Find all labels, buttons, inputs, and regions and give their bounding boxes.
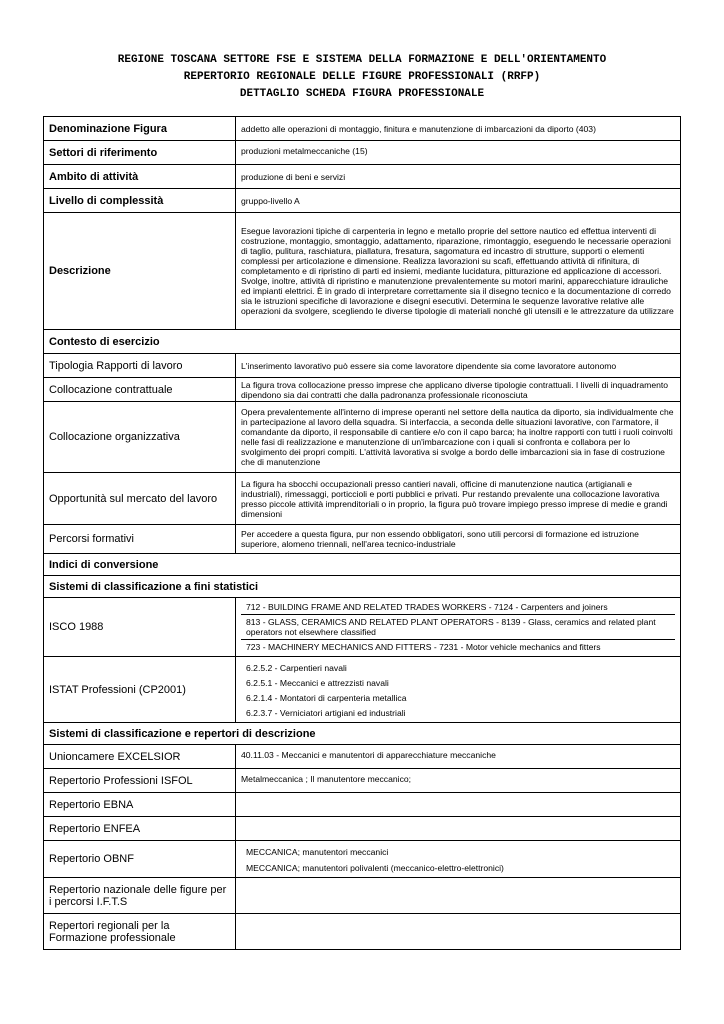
istat-item: 6.2.5.2 - Carpentieri navali bbox=[246, 663, 347, 673]
label-contrattuale: Collocazione contrattuale bbox=[44, 378, 236, 402]
document-header bbox=[0, 52, 724, 103]
value-settori: produzioni metalmeccaniche (15) bbox=[236, 141, 681, 165]
label-descrizione: Descrizione bbox=[44, 213, 236, 330]
label-tipologia: Tipologia Rapporti di lavoro bbox=[44, 354, 236, 378]
isco-item: 712 - BUILDING FRAME AND RELATED TRADES WORKERS - 7124 - Carpenters and joiners bbox=[241, 600, 675, 615]
obnf-item: MECCANICA; manutentori polivalenti (meccanico-elettro-elettronici) bbox=[246, 863, 504, 873]
istat-item: 6.2.5.1 - Meccanici e attrezzisti navali bbox=[246, 678, 389, 688]
row-regionali bbox=[44, 914, 681, 950]
section-sistemi-statistici bbox=[44, 576, 681, 598]
label-opportunita: Opportunità sul mercato del lavoro bbox=[44, 473, 236, 525]
value-ifts bbox=[236, 878, 681, 914]
label-obnf: Repertorio OBNF bbox=[44, 841, 236, 878]
row-ambito bbox=[44, 165, 681, 189]
row-percorsi bbox=[44, 525, 681, 554]
value-ebna bbox=[236, 793, 681, 817]
value-isco bbox=[236, 598, 681, 657]
obnf-item: MECCANICA; manutentori meccanici bbox=[246, 847, 389, 857]
value-istat bbox=[236, 657, 681, 723]
label-percorsi: Percorsi formativi bbox=[44, 525, 236, 554]
row-istat bbox=[44, 657, 681, 723]
value-enfea bbox=[236, 817, 681, 841]
label-regionali: Repertori regionali per la Formazione professionale bbox=[44, 914, 236, 950]
row-isco bbox=[44, 598, 681, 657]
row-isfol bbox=[44, 769, 681, 793]
section-sistemi-descrizione bbox=[44, 723, 681, 745]
value-percorsi: Per accedere a questa figura, pur non essendo obbligatori, sono utili percorsi di formazione ed istruzione superiore, alomeno triennali, nell'area tecnico-industriale bbox=[236, 525, 681, 554]
value-organizzativa: Opera prevalentemente all'interno di imprese operanti nel settore della nautica da diporto, sia individualmente che in partecipazione al lavoro della squadra. Si interfaccia, a seconda delle situazioni lavorative, con l'armatore, il comandante da diporto, il responsabile di cantiere e/o con il capo barca; ha inoltre rapporti con tutti i ruoli coinvolti nelle fasi di realizzazione e manutenzione di un'imbarcazione con i quali si confronta e collabora per lo svolgimento dei propri compiti. L'attività lavorativa si svolge a bordo delle imbarcazioni sia in fase di costruzione che di manutenzione bbox=[236, 402, 681, 473]
value-livello: gruppo-livello A bbox=[236, 189, 681, 213]
row-obnf bbox=[44, 841, 681, 878]
label-unioncamere: Unioncamere EXCELSIOR bbox=[44, 745, 236, 769]
value-regionali bbox=[236, 914, 681, 950]
header-line-3: DETTAGLIO SCHEDA FIGURA PROFESSIONALE bbox=[239, 88, 485, 100]
row-organizzativa bbox=[44, 402, 681, 473]
label-denominazione: Denominazione Figura bbox=[44, 117, 236, 141]
label-isco: ISCO 1988 bbox=[44, 598, 236, 657]
value-contrattuale: La figura trova collocazione presso imprese che applicano diverse tipologie contrattuali. I livelli di inquadramento dipendono sia dai contratti che dalla padronanza professionale riconosciuta bbox=[236, 378, 681, 402]
label-ifts: Repertorio nazionale delle figure per i percorsi I.F.T.S bbox=[44, 878, 236, 914]
isco-item: 723 - MACHINERY MECHANICS AND FITTERS - 7231 - Motor vehicle mechanics and fitters bbox=[246, 642, 601, 652]
row-settori bbox=[44, 141, 681, 165]
label-istat: ISTAT Professioni (CP2001) bbox=[44, 657, 236, 723]
row-enfea bbox=[44, 817, 681, 841]
row-unioncamere bbox=[44, 745, 681, 769]
label-livello: Livello di complessità bbox=[44, 189, 236, 213]
figure-detail-table bbox=[43, 116, 681, 950]
label-enfea: Repertorio ENFEA bbox=[44, 817, 236, 841]
value-isfol: Metalmeccanica ; Il manutentore meccanico; bbox=[236, 769, 681, 793]
row-livello bbox=[44, 189, 681, 213]
section-title-contesto: Contesto di esercizio bbox=[44, 330, 681, 354]
row-denominazione bbox=[44, 117, 681, 141]
row-ebna bbox=[44, 793, 681, 817]
row-contrattuale bbox=[44, 378, 681, 402]
istat-item: 6.2.1.4 - Montatori di carpenteria metallica bbox=[246, 693, 407, 703]
row-ifts bbox=[44, 878, 681, 914]
istat-item: 6.2.3.7 - Verniciatori artigiani ed industriali bbox=[246, 708, 406, 718]
label-organizzativa: Collocazione organizzativa bbox=[44, 402, 236, 473]
row-opportunita bbox=[44, 473, 681, 525]
row-tipologia bbox=[44, 354, 681, 378]
row-descrizione bbox=[44, 213, 681, 330]
label-isfol: Repertorio Professioni ISFOL bbox=[44, 769, 236, 793]
header-line-1: REGIONE TOSCANA SETTORE FSE E SISTEMA DELLA FORMAZIONE E DELL'ORIENTAMENTO bbox=[117, 54, 607, 66]
label-ebna: Repertorio EBNA bbox=[44, 793, 236, 817]
section-title-indici: Indici di conversione bbox=[44, 554, 681, 576]
value-obnf bbox=[236, 841, 681, 878]
section-contesto bbox=[44, 330, 681, 354]
value-denominazione: addetto alle operazioni di montaggio, finitura e manutenzione di imbarcazioni da diporto (403) bbox=[236, 117, 681, 141]
section-title-sistemi-statistici: Sistemi di classificazione a fini statistici bbox=[44, 576, 681, 598]
value-tipologia: L'inserimento lavorativo può essere sia come lavoratore dipendente sia come lavoratore autonomo bbox=[236, 354, 681, 378]
value-ambito: produzione di beni e servizi bbox=[236, 165, 681, 189]
label-settori: Settori di riferimento bbox=[44, 141, 236, 165]
isco-item: 813 - GLASS, CERAMICS AND RELATED PLANT OPERATORS - 8139 - Glass, ceramics and related plant operators not elsewhere classified bbox=[241, 615, 675, 640]
section-title-sistemi-descrizione: Sistemi di classificazione e repertori di descrizione bbox=[44, 723, 681, 745]
label-ambito: Ambito di attività bbox=[44, 165, 236, 189]
value-descrizione: Esegue lavorazioni tipiche di carpenteria in legno e metallo proprie del settore nautico ed effettua interventi di costruzione, montaggio, smontaggio, adattamento, riparazione, rimontaggio, eseguendo le necessarie operazioni di taglio, pulitura, raschiatura, piallatura, fresatura, sagomatura ed incastro di strutture, supporti o elementi complessi per articolazione e dimensione. Realizza lavorazioni su scafi, effettuando attività di rifinitura, di completamento e di ripristino di parti ed insiemi, mediante lucidatura, pitturazione ed applicazione di accessori. Svolge, inoltre, attività di ripristino e manutenzione prevalentemente su motori marini, apparecchiature idrauliche ed impianti elettrici. È in grado di interpretare correttamente sia il disegno tecnico e la documentazione di corredo sia le istruzioni specifiche di lavorazione e disegni esecutivi. Determina le sequenze lavorative relative alle operazioni da svolgere, scegliendo le diverse tipologie di materiali nonché gli utensili e le attrezzature da utilizzare bbox=[236, 213, 681, 330]
value-unioncamere: 40.11.03 - Meccanici e manutentori di apparecchiature meccaniche bbox=[236, 745, 681, 769]
value-opportunita: La figura ha sbocchi occupazionali presso cantieri navali, officine di manutenzione nautica (artigianali e industriali), rimessaggi, porticcioli e porti pubblici e privati. Pur restando prevalente una collocazione lavorativa presso piccole attività imprenditoriali o in proprio, la figura può trovare impiego presso imprese di medie e grandi dimensioni bbox=[236, 473, 681, 525]
header-line-2: REPERTORIO REGIONALE DELLE FIGURE PROFESSIONALI (RRFP) bbox=[183, 71, 541, 83]
section-indici bbox=[44, 554, 681, 576]
